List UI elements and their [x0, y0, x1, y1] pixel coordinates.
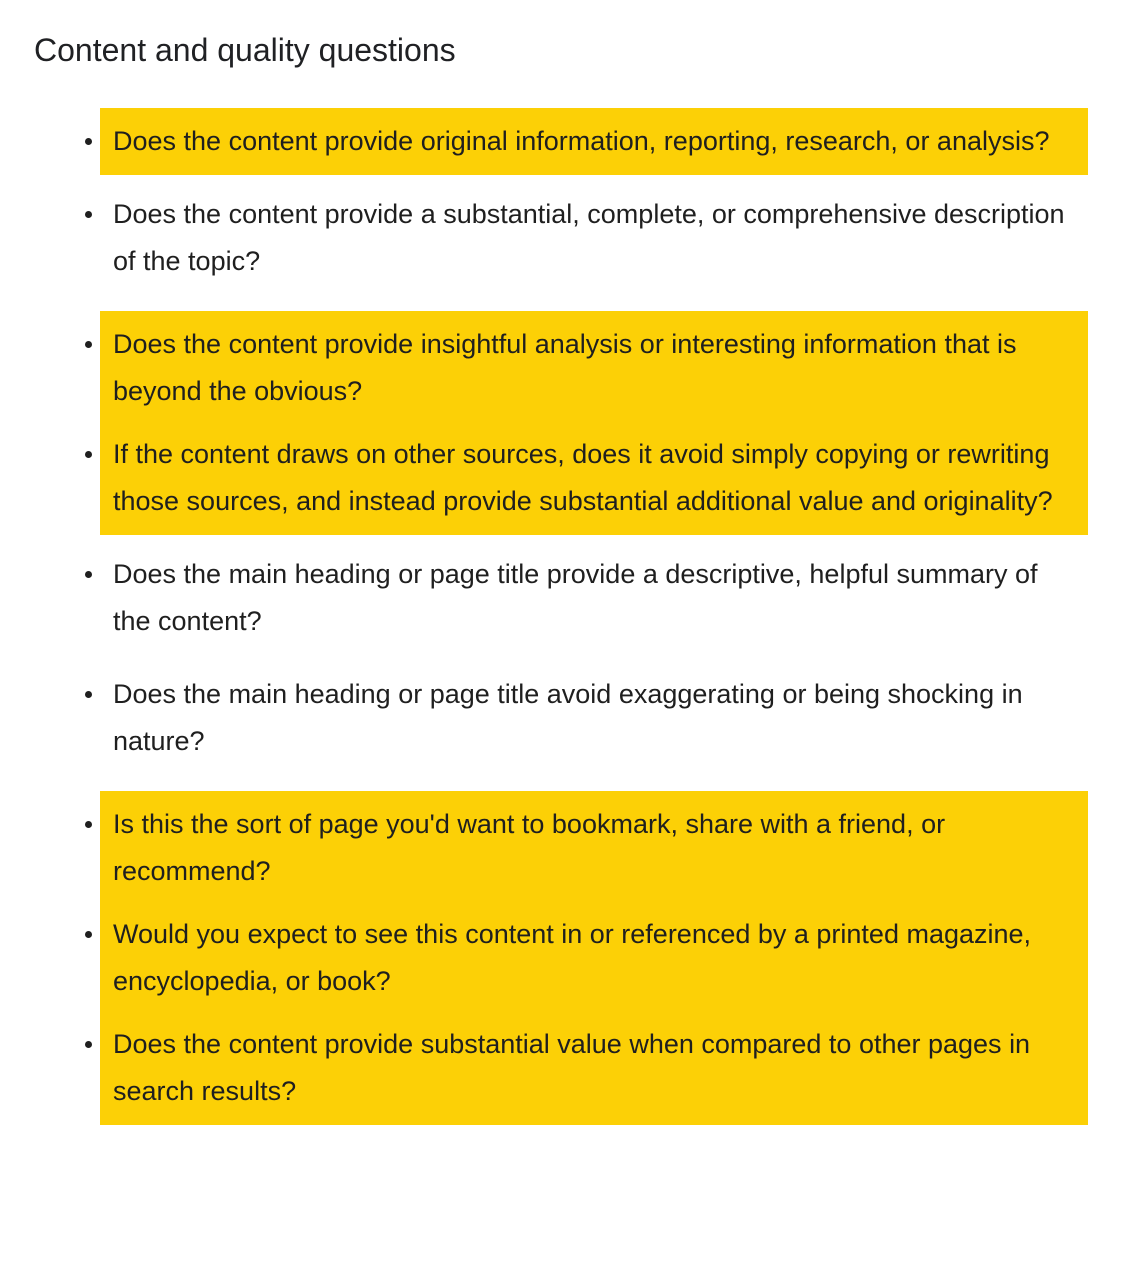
question-text: Would you expect to see this content in or referenced by a printed magazine, encyclopedia, or book? — [113, 919, 1032, 996]
questions-list — [76, 108, 1088, 1125]
question-item — [113, 321, 1075, 415]
highlighted-question-group — [100, 791, 1088, 1125]
bullet-icon — [85, 138, 92, 145]
question-text: Does the content provide insightful analysis or interesting information that is beyond the obvious? — [113, 329, 1017, 406]
page-title: Content and quality questions — [34, 32, 456, 68]
question-item — [113, 551, 1075, 645]
question-text: Does the content provide substantial value when compared to other pages in search results? — [113, 1029, 1031, 1106]
bullet-icon — [85, 341, 92, 348]
bullet-icon — [85, 821, 92, 828]
question-text: If the content draws on other sources, does it avoid simply copying or rewriting those sources, and instead provide substantial additional value and originality? — [113, 439, 1053, 516]
bullet-icon — [85, 571, 92, 578]
highlighted-question-group — [100, 311, 1088, 535]
question-item — [113, 911, 1075, 1005]
question-text: Is this the sort of page you'd want to bookmark, share with a friend, or recommend? — [113, 809, 946, 886]
question-item — [113, 431, 1075, 525]
question-group — [100, 191, 1088, 285]
question-item — [113, 801, 1075, 895]
question-item — [113, 191, 1075, 285]
question-item — [113, 118, 1075, 165]
content-quality-section — [0, 30, 1122, 1125]
question-text: Does the main heading or page title provide a descriptive, helpful summary of the content? — [113, 559, 1038, 636]
question-item — [113, 1021, 1075, 1115]
bullet-icon — [85, 211, 92, 218]
bullet-icon — [85, 1041, 92, 1048]
bullet-icon — [85, 691, 92, 698]
bullet-icon — [85, 931, 92, 938]
question-item — [113, 671, 1075, 765]
question-group — [100, 551, 1088, 765]
question-text: Does the content provide original information, reporting, research, or analysis? — [113, 126, 1050, 156]
highlighted-question-group — [100, 108, 1088, 175]
question-text: Does the main heading or page title avoid exaggerating or being shocking in nature? — [113, 679, 1023, 756]
question-text: Does the content provide a substantial, complete, or comprehensive description of the topic? — [113, 199, 1065, 276]
bullet-icon — [85, 451, 92, 458]
